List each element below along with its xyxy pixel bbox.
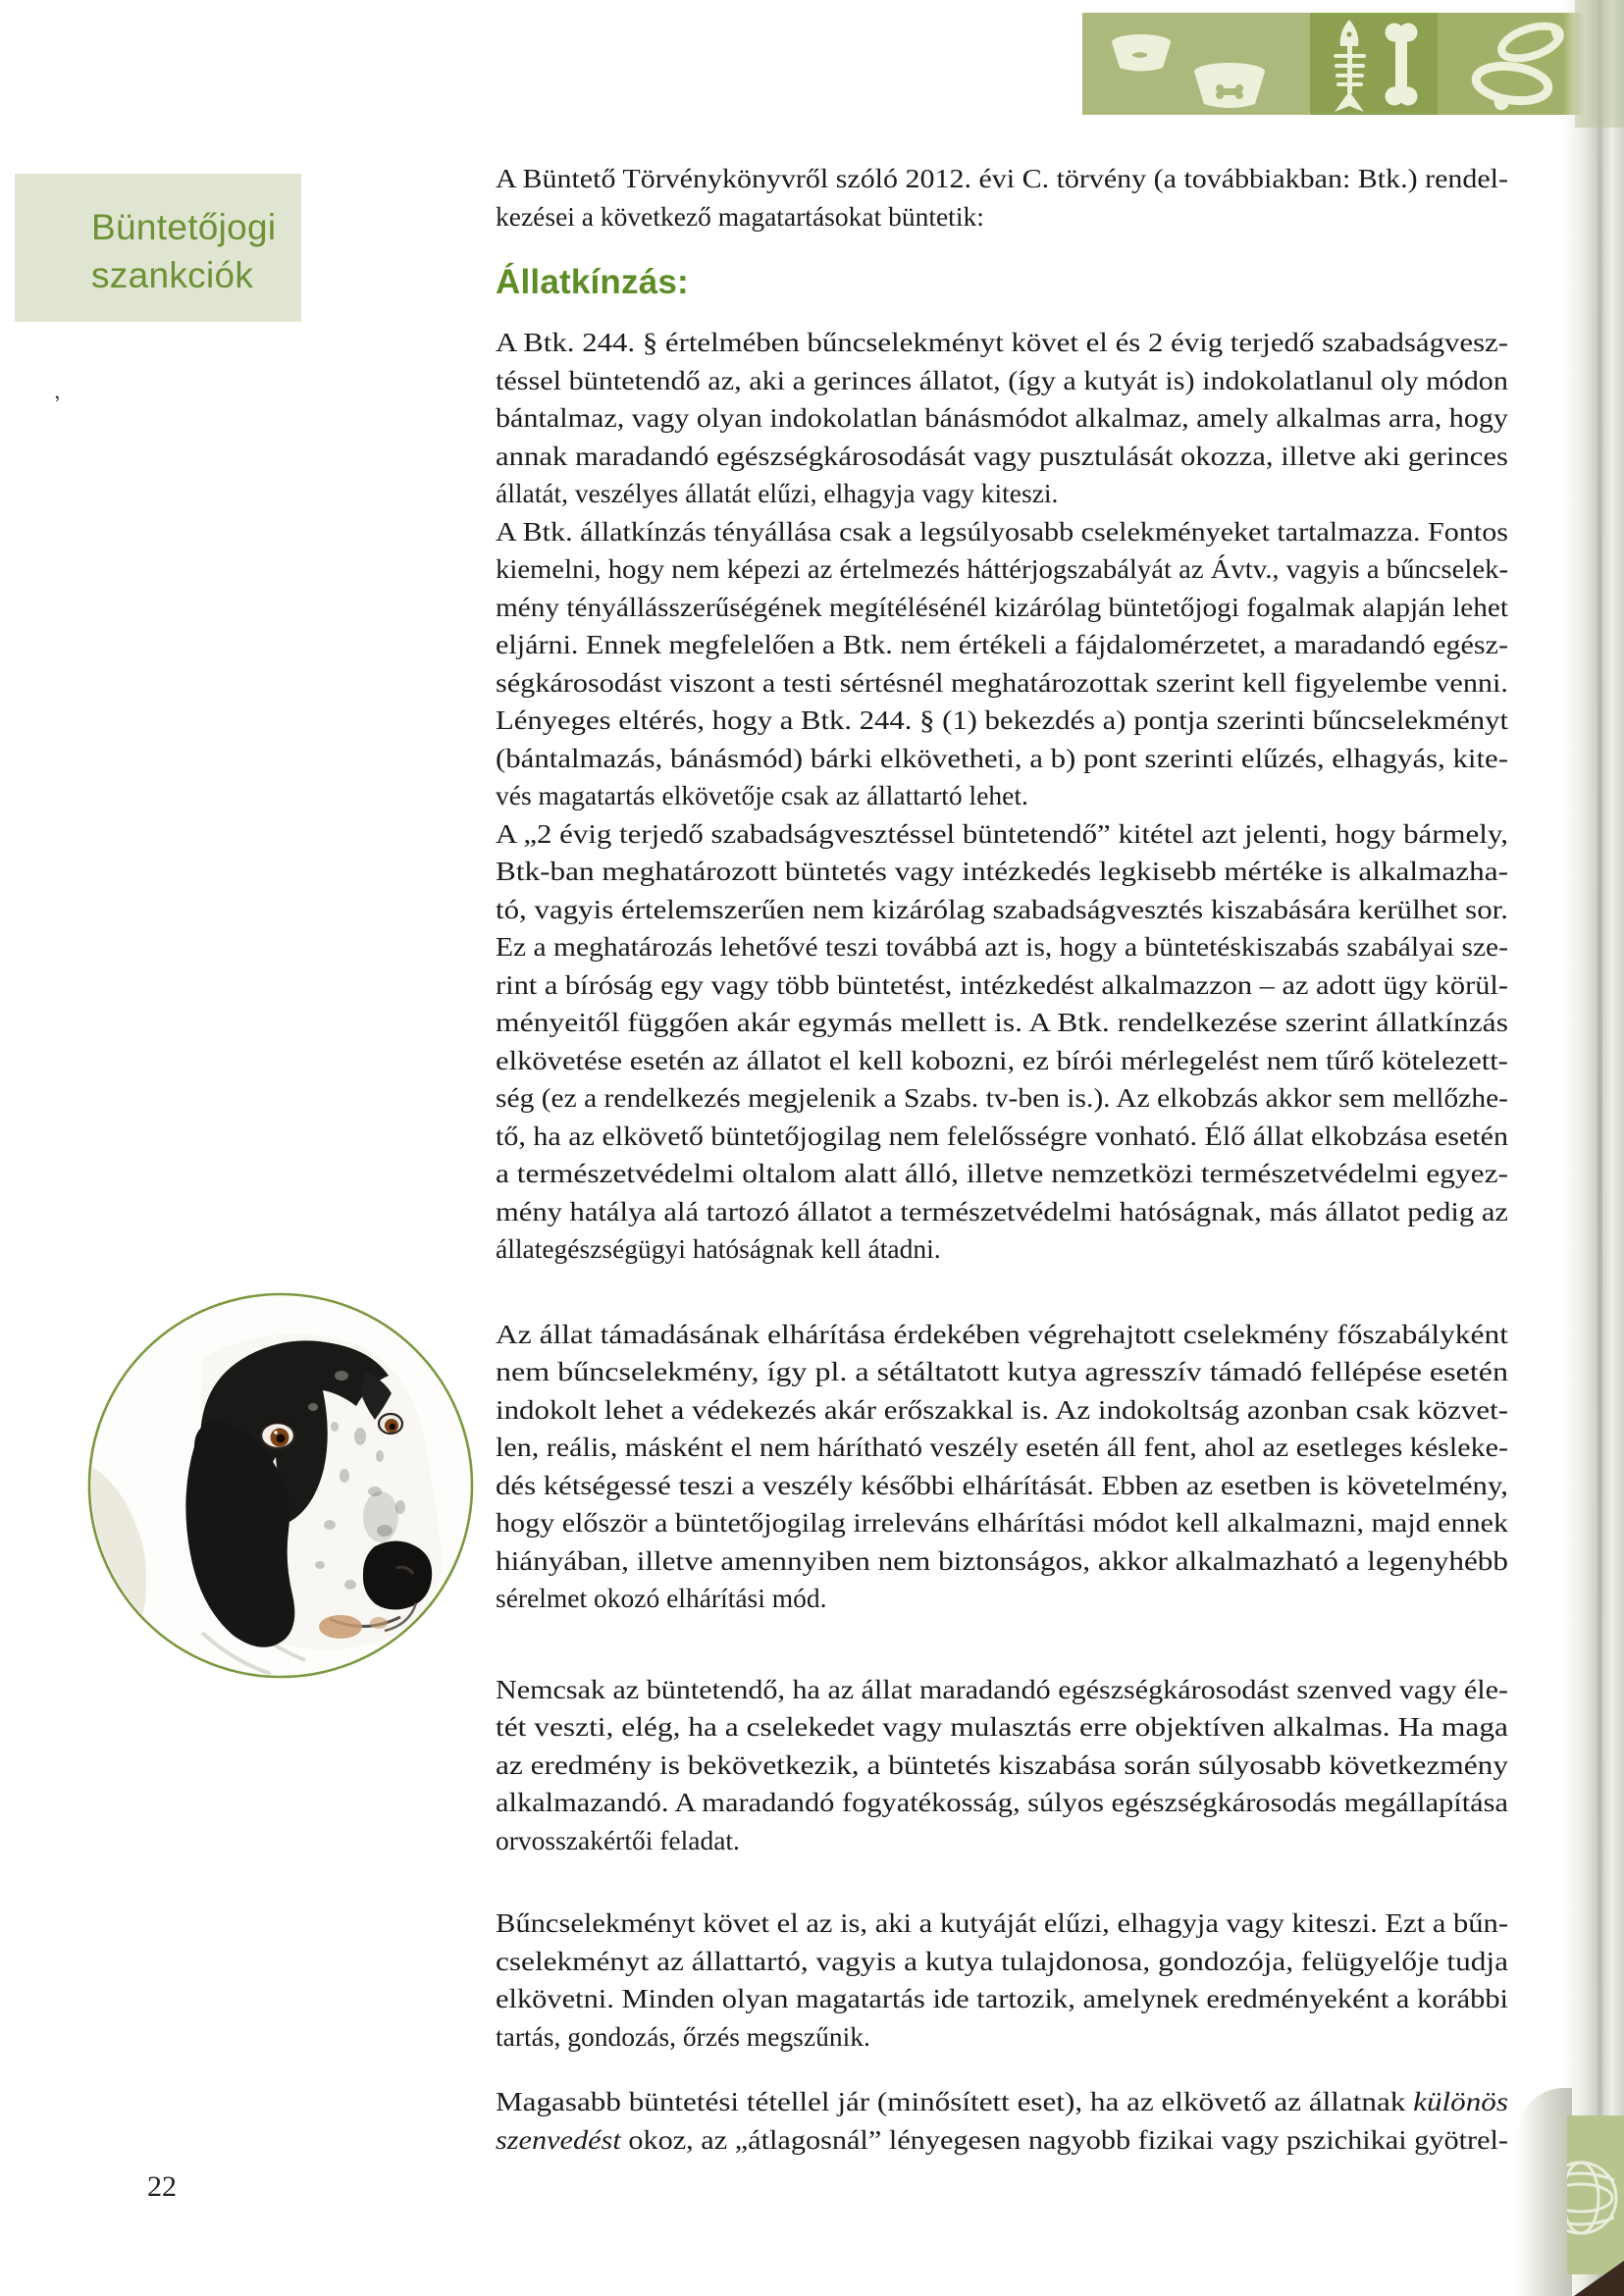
paragraph-block xyxy=(496,2083,1508,2159)
text-line: tő, ha az elkövető büntetőjogilag nem felelősségre vonható. Élő állat elkobzása esetén xyxy=(496,1120,1508,1151)
pet-icon-banner xyxy=(1082,13,1583,115)
text-line: elkövetése esetén az állatot el kell kobozni, ez bírói mérlegelést nem tűrő kötelezett- xyxy=(496,1044,1508,1075)
sidebar-label-line1: Büntetőjogi xyxy=(91,207,277,247)
text-line: az eredmény is bekövetkezik, a büntetés kiszabása során súlyosabb következmény xyxy=(496,1748,1508,1780)
text-line: eljárni. Ennek megfelelően a Btk. nem értékeli a fájdalomérzetet, a maradandó egész- xyxy=(496,629,1508,659)
text-line: hogy először a büntetőjogilag irreleváns elhárítási módot kell alkalmazni, majd ennek xyxy=(496,1507,1508,1538)
text-line: Nemcsak az büntetendő, ha az állat maradandó egészségkárosodást szenved vagy éle- xyxy=(496,1673,1508,1704)
page-number: 22 xyxy=(147,2170,177,2203)
sidebar-label-line2: szankciók xyxy=(91,255,254,295)
text-line: tó, vagyis értelemszerűen nem kizárólag szabadságvesztés kiszabására kerülhet sor. xyxy=(496,893,1508,924)
text-line: sérelmet okozó elhárítási mód. xyxy=(496,1583,827,1613)
dog-portrait-photo xyxy=(84,1289,477,1682)
right-eye xyxy=(379,1414,402,1434)
text-line: Lényeges eltérés, hogy a Btk. 244. § (1) bekezdés a) pontja szerinti bűncselekményt xyxy=(496,704,1508,735)
text-line: bántalmaz, vagy olyan indokolatlan bánásmódot alkalmaz, amely alkalmas arra, hogy xyxy=(496,402,1508,433)
left-eye xyxy=(261,1422,294,1448)
collar-icons xyxy=(1438,13,1583,115)
text-line: A „2 évig terjedő szabadságvesztéssel büntetendő” kitétel azt jelenti, hogy bármely, xyxy=(496,817,1508,849)
text-line: Btk-ban meghatározott büntetés vagy intézkedés legkisebb mértéke is alkalmazha- xyxy=(496,856,1508,886)
paragraph-block xyxy=(496,1905,1508,2056)
banner-tile-bones xyxy=(1310,13,1438,115)
text-line: kiemelni, hogy nem képezi az értelmezés háttérjogszabályát az Ávtv., vagyis a bűncselek- xyxy=(496,553,1508,584)
text-line: len, reális, másként el nem hárítható veszély esetén áll fent, ahol az esetleges késleke- xyxy=(496,1432,1508,1462)
text-line: cselekményt az állattartó, vagyis a kutya tulajdonosa, gondozója, felügyelője tudja xyxy=(496,1945,1508,1976)
text-line: Ez a meghatározás lehetővé teszi továbbá azt is, hogy a büntetéskiszabás szabályai sze- xyxy=(496,931,1508,962)
text-line: dés kétségessé teszi a veszély későbbi elhárítását. Ebben az esetben is követelmény, xyxy=(496,1469,1508,1500)
text-line: ség (ez a rendelkezés megjelenik a Szabs. tv-ben is.). Az elkobzás akkor sem mellőzhe- xyxy=(496,1082,1508,1113)
scan-speck: ’ xyxy=(51,390,66,416)
collar-tag-icon xyxy=(1472,62,1550,115)
food-bowl-icons xyxy=(1082,13,1310,115)
text-line: tét veszti, elég, ha a cselekedet vagy mulasztás erre objektíven alkalmas. Ha maga xyxy=(496,1711,1508,1742)
nose xyxy=(363,1541,432,1610)
book-edge-top-tint xyxy=(1575,0,1624,128)
globe-graphic-icon xyxy=(1567,2115,1624,2274)
text-line: hiányában, illetve amennyiben nem biztonságos, akkor alkalmazható a legenyhébb xyxy=(496,1544,1508,1576)
text-line: tartás, gondozás, őrzés megszűnik. xyxy=(496,2020,870,2052)
text-line: Bűncselekményt követ el az is, aki a kutyáját elűzi, elhagyja vagy kiteszi. Ezt a bűn- xyxy=(496,1907,1508,1938)
body-paragraphs xyxy=(496,324,1508,2159)
text-line: szenvedést okoz, az „átlagosnál” lényegesen nagyobb fizikai vagy pszichikai gyötrel- xyxy=(496,2123,1508,2155)
page-curl-shadow xyxy=(1517,2088,1572,2296)
banner-tile-collars xyxy=(1438,13,1583,115)
body-text-column xyxy=(496,160,1508,2159)
paragraph-block xyxy=(496,1671,1508,1860)
text-line: ségkárosodást viszont a testi sértésnél meghatározottak szerint kell figyelembe venni. xyxy=(496,666,1508,698)
next-page-corner xyxy=(1567,2115,1624,2274)
text-line: elkövetni. Minden olyan magatartás ide tartozik, amelynek eredményeként a korábbi xyxy=(496,1983,1508,2013)
text-line: téssel büntetendő az, aki a gerinces állatot, (így a kutyát is) indokolatlanul oly módon xyxy=(496,364,1508,395)
text-line: nem bűncselekmény, így pl. a sétáltatott kutya agresszív támadó fellépése esetén xyxy=(496,1356,1508,1386)
text-line: állategészségügyi hatóságnak kell átadni. xyxy=(496,1233,941,1264)
tan-chin-patch xyxy=(319,1615,362,1639)
dog-bone-icon xyxy=(1386,24,1418,106)
text-line: A Btk. 244. § értelmében bűncselekményt követ el és 2 évig terjedő szabadságvesz- xyxy=(496,327,1508,357)
text-line: vés magatartás elkövetője csak az állattartó lehet. xyxy=(496,780,1028,810)
text-line: mény tényállásszerűségének megítélésénél kizárólag büntetőjogi fogalmak alapján lehet xyxy=(496,591,1508,622)
text-line: mény hatálya alá tartozó állatot a természetvédelmi hatóságnak, más állatot pedig az xyxy=(496,1195,1508,1226)
text-line: kezései a következő magatartásokat büntetik: xyxy=(496,200,984,232)
collar-icon xyxy=(1497,20,1565,65)
sidebar-chapter-box xyxy=(15,174,301,322)
banner-tile-bowls xyxy=(1082,13,1310,115)
section-heading: Állatkínzás: xyxy=(496,263,689,301)
text-line: alkalmazandó. A maradandó fogyatékosság, súlyos egészségkárosodás megállapítása xyxy=(496,1787,1508,1817)
text-line: indokolt lehet a védekezés akár erőszakkal is. Az indokoltság azonban csak közvet- xyxy=(496,1393,1508,1425)
text-line: Magasabb büntetési tétellel jár (minősített eset), ha az elkövető az állatnak különös xyxy=(496,2086,1508,2116)
text-line: A Büntető Törvénykönyvről szóló 2012. évi C. törvény (a továbbiakban: Btk.) rendel- xyxy=(496,163,1508,193)
paragraph-block xyxy=(496,1316,1508,1618)
text-line: (bántalmazás, bánásmód) bárki elkövetheti, a b) pont szerinti elűzés, elhagyás, kite- xyxy=(496,742,1508,773)
text-line: Az állat támadásának elhárítása érdekében végrehajtott cselekmény főszabályként xyxy=(496,1318,1508,1349)
text-line: a természetvédelmi oltalom alatt álló, illetve nemzetközi természetvédelmi egyez- xyxy=(496,1158,1508,1188)
text-line: rint a bíróság egy vagy több büntetést, intézkedést alkalmazzon – az adott ügy körül- xyxy=(496,968,1508,1000)
book-edge-scan-strip xyxy=(1563,0,1624,2296)
book-edge-line xyxy=(1598,0,1602,2296)
text-line: állatát, veszélyes állatát elűzi, elhagyja vagy kiteszi. xyxy=(496,478,1059,508)
text-line: ményeitől függően akár egymás mellett is. A Btk. rendelkezése szerint állatkínzás xyxy=(496,1007,1508,1037)
paragraph-block xyxy=(496,324,1508,1269)
text-line: A Btk. állatkínzás tényállása csak a legsúlyosabb cselekményeket tartalmazza. Fontos xyxy=(496,515,1508,547)
text-line: orvosszakértői feladat. xyxy=(496,1824,740,1855)
text-line: annak maradandó egészségkárosodását vagy pusztulását okozza, illetve aki gerinces xyxy=(496,440,1508,471)
intro-paragraph xyxy=(496,160,1508,235)
fishbone-and-bone-icons xyxy=(1310,13,1438,115)
